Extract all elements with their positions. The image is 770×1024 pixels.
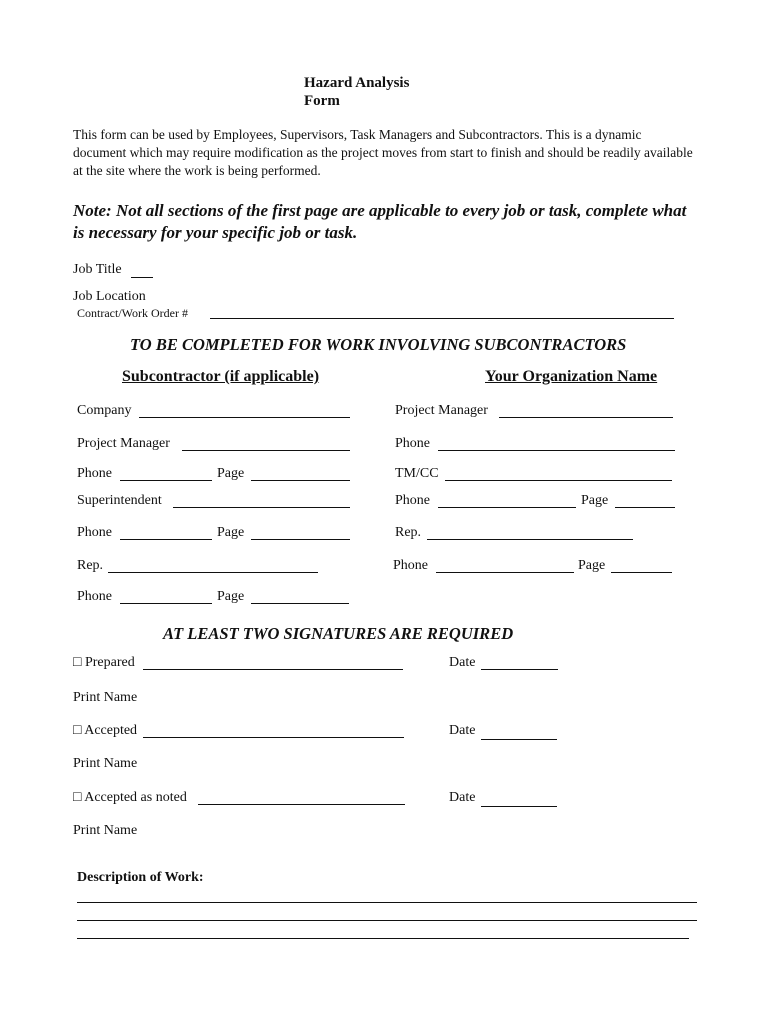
accepted-as-noted-signature-line[interactable] xyxy=(198,804,405,805)
org-phone-line-3[interactable] xyxy=(436,572,574,573)
description-of-work-label: Description of Work: xyxy=(77,870,204,885)
description-line-1[interactable] xyxy=(77,902,697,903)
sub-company-line[interactable] xyxy=(139,417,350,418)
print-name-label-1: Print Name xyxy=(73,690,138,705)
intro-paragraph: This form can be used by Employees, Supervisors, Task Managers and Subcontractors. This is a dynamic document which may require modification as the project moves from start to finish and should be readily available at the site where the work is being performed. xyxy=(73,127,693,178)
accepted-as-noted-checkbox[interactable]: □ xyxy=(73,790,82,805)
signatures-heading: AT LEAST TWO SIGNATURES ARE REQUIRED xyxy=(163,624,514,643)
org-phone-label-1: Phone xyxy=(395,436,430,451)
org-page-line-2[interactable] xyxy=(611,572,672,573)
accepted-label: Accepted xyxy=(84,723,138,738)
subcontractor-section-heading: TO BE COMPLETED FOR WORK INVOLVING SUBCONTRACTORS xyxy=(130,335,627,354)
prepared-label: Prepared xyxy=(84,655,135,670)
note-text: Note: Not all sections of the first page are applicable to every job or task, complete what is necessary for your specific job or task. xyxy=(73,201,687,242)
sub-phone-label-1: Phone xyxy=(77,466,112,481)
org-phone-label-3: Phone xyxy=(393,558,428,573)
sub-phone-line-3[interactable] xyxy=(120,603,212,604)
form-title-line1: Hazard Analysis xyxy=(304,75,410,91)
description-line-3[interactable] xyxy=(77,938,689,939)
description-line-2[interactable] xyxy=(77,920,697,921)
sub-phone-line-1[interactable] xyxy=(120,480,212,481)
sub-page-label-3: Page xyxy=(217,589,245,604)
accepted-checkbox[interactable]: □ xyxy=(73,723,82,738)
prepared-checkbox[interactable]: □ xyxy=(73,655,82,670)
contract-work-order-line[interactable] xyxy=(210,318,674,319)
form-title-line2: Form xyxy=(304,93,340,109)
sub-project-manager-line[interactable] xyxy=(182,450,350,451)
accepted-signature-line[interactable] xyxy=(143,737,404,738)
prepared-date-label: Date xyxy=(449,655,476,670)
sub-rep-label: Rep. xyxy=(77,558,104,573)
prepared-date-line[interactable] xyxy=(481,669,558,670)
accepted-as-noted-date-label: Date xyxy=(449,790,476,805)
sub-page-label-2: Page xyxy=(217,525,245,540)
job-title-line[interactable] xyxy=(131,277,153,278)
accepted-as-noted-field xyxy=(73,790,187,806)
org-project-manager-line[interactable] xyxy=(499,417,673,418)
sub-page-line-2[interactable] xyxy=(251,539,350,540)
form-title xyxy=(304,74,409,110)
print-name-label-2: Print Name xyxy=(73,756,138,771)
org-project-manager-label: Project Manager xyxy=(395,403,488,418)
org-phone-line-1[interactable] xyxy=(438,450,675,451)
org-phone-label-2: Phone xyxy=(395,493,430,508)
org-tmcc-label: TM/CC xyxy=(395,466,439,481)
prepared-field xyxy=(73,655,135,671)
prepared-signature-line[interactable] xyxy=(143,669,403,670)
sub-page-line-3[interactable] xyxy=(251,603,349,604)
job-title-label: Job Title xyxy=(73,262,122,277)
print-name-label-3: Print Name xyxy=(73,823,138,838)
contract-work-order-label: Contract/Work Order # xyxy=(77,306,188,320)
sub-superintendent-label: Superintendent xyxy=(77,493,162,508)
sub-phone-label-3: Phone xyxy=(77,589,112,604)
organization-column-header: Your Organization Name xyxy=(485,368,658,385)
org-phone-line-2[interactable] xyxy=(438,507,576,508)
sub-superintendent-line[interactable] xyxy=(173,507,350,508)
sub-page-label-1: Page xyxy=(217,466,245,481)
sub-rep-line[interactable] xyxy=(108,572,318,573)
sub-phone-label-2: Phone xyxy=(77,525,112,540)
org-tmcc-line[interactable] xyxy=(445,480,672,481)
subcontractor-column-header: Subcontractor (if applicable) xyxy=(122,368,320,385)
org-rep-label: Rep. xyxy=(395,525,422,540)
org-page-label-1: Page xyxy=(581,493,609,508)
org-rep-line[interactable] xyxy=(427,539,633,540)
sub-project-manager-label: Project Manager xyxy=(77,436,170,451)
org-page-line-1[interactable] xyxy=(615,507,675,508)
sub-phone-line-2[interactable] xyxy=(120,539,212,540)
sub-company-label: Company xyxy=(77,403,132,418)
accepted-date-line[interactable] xyxy=(481,739,557,740)
sub-page-line-1[interactable] xyxy=(251,480,350,481)
accepted-as-noted-label: Accepted as noted xyxy=(84,790,187,805)
accepted-as-noted-date-line[interactable] xyxy=(481,806,557,807)
accepted-date-label: Date xyxy=(449,723,476,738)
org-page-label-2: Page xyxy=(578,558,606,573)
job-location-label: Job Location xyxy=(73,289,146,304)
accepted-field xyxy=(73,723,137,739)
